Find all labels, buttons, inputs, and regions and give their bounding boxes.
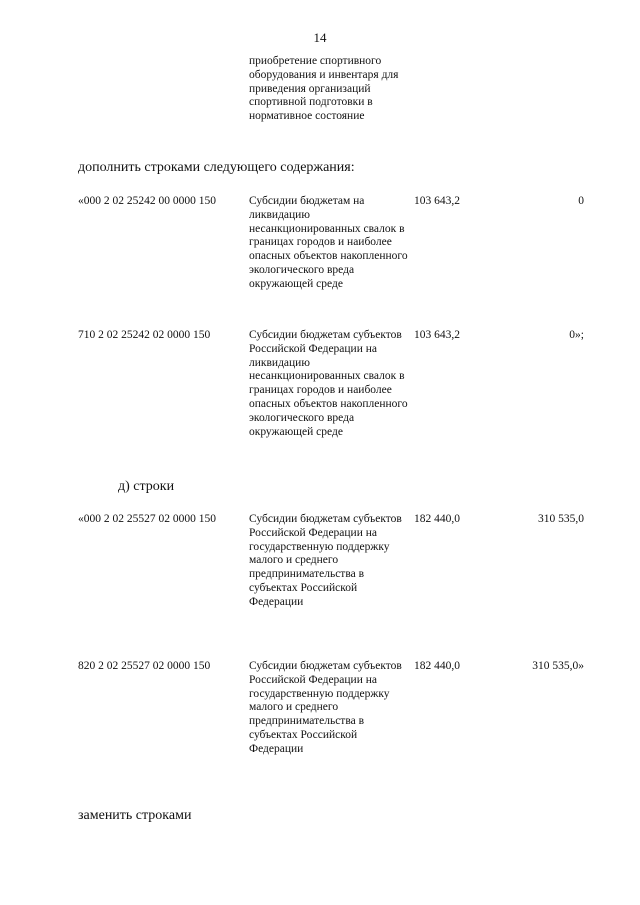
row-description: Субсидии бюджетам субъектов Российской Федерации на государственную поддержку малого и среднего предпринимательства в субъектах Российской Федерации — [249, 513, 402, 608]
row-description: Субсидии бюджетам субъектов Российской Федерации на ликвидацию несанкционированных свалок в границах городов и наиболее опасных объектов накопленного экологического вреда окружающей среде — [249, 329, 408, 438]
value-second: 0»; — [569, 329, 584, 341]
page-number: 14 — [313, 30, 327, 45]
budget-code: 820 2 02 25527 02 0000 150 — [78, 660, 211, 672]
row-description: Субсидии бюджетам субъектов Российской Федерации на государственную поддержку малого и среднего предпринимательства в субъектах Российской Федерации — [249, 660, 402, 755]
instruction-replace-rows: заменить строками — [78, 808, 192, 823]
instruction-add-rows: дополнить строками следующего содержания: — [78, 160, 355, 175]
value-second: 310 535,0 — [538, 513, 584, 525]
value-first: 182 440,0 — [414, 660, 460, 672]
budget-code: 710 2 02 25242 02 0000 150 — [78, 329, 211, 341]
value-first: 103 643,2 — [414, 329, 460, 341]
value-first: 182 440,0 — [414, 513, 460, 525]
value-first: 103 643,2 — [414, 195, 460, 207]
budget-code: «000 2 02 25527 02 0000 150 — [78, 513, 216, 525]
value-second: 310 535,0» — [532, 660, 584, 672]
row-description: Субсидии бюджетам на ликвидацию несанкционированных свалок в границах городов и наиболее опасных объектов накопленного экологического вреда окружающей среде — [249, 195, 408, 290]
budget-code: «000 2 02 25242 00 0000 150 — [78, 195, 216, 207]
value-second: 0 — [578, 195, 584, 207]
continued-description: приобретение спортивного оборудования и инвентаря для приведения организаций спортивной подготовки в нормативное состояние — [249, 55, 399, 123]
instruction-item-d: д) строки — [118, 479, 175, 494]
